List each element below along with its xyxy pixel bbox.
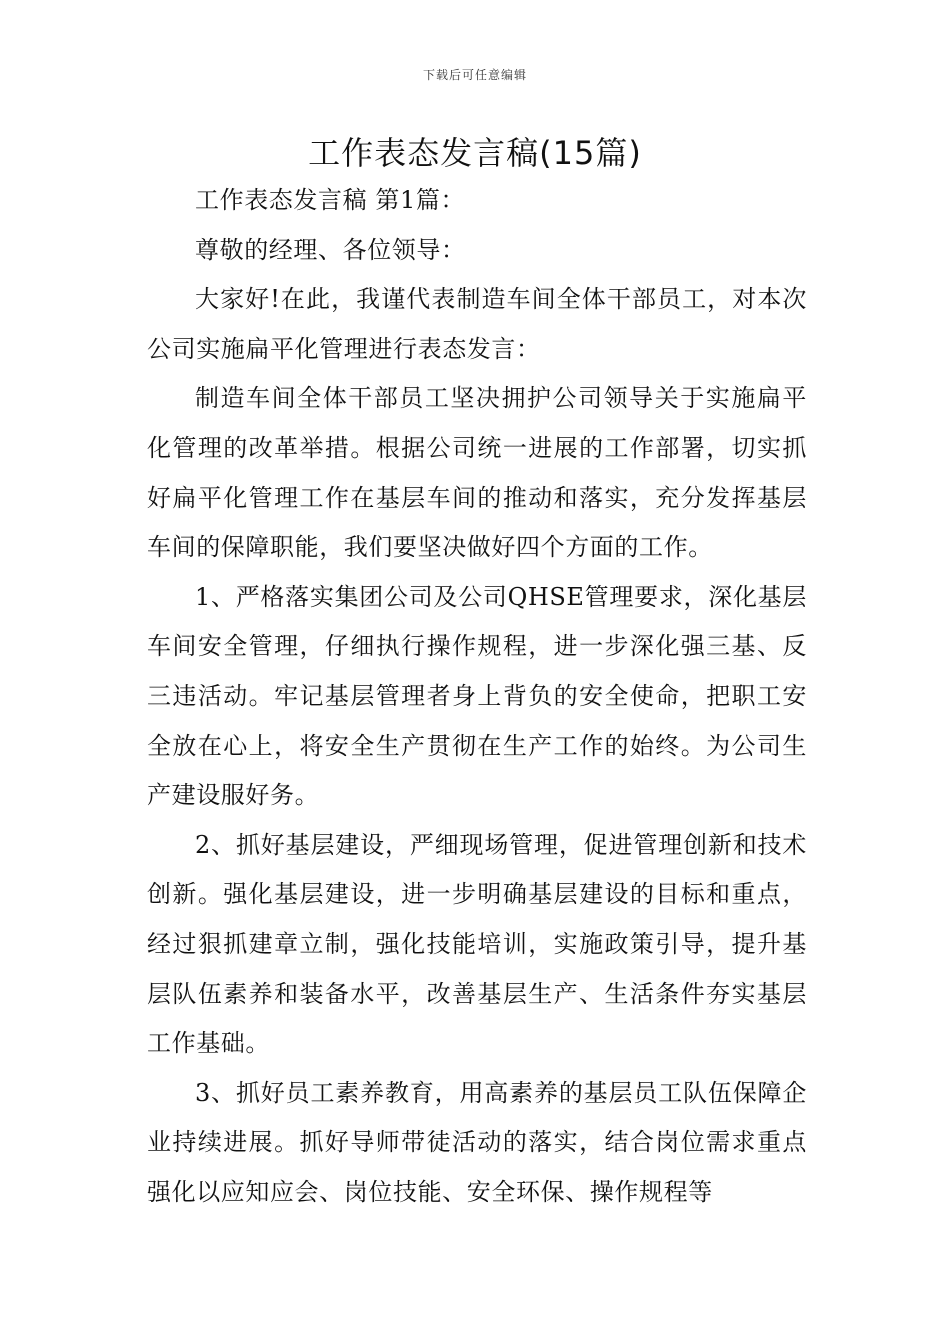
section-heading: 工作表态发言稿 第1篇： [195, 186, 466, 214]
header-note: 下载后可任意编辑 [422, 68, 527, 82]
body-paragraph: 2、抓好基层建设，严细现场管理，促进管理创新和技术创新。强化基层建设，进一步明确基层建设的目标和重点，经过狠抓建章立制，强化技能培训，实施政策引导，提升基层队伍素养和装备水平，改善基层生产、生活条件夯实基层工作基础。 [147, 830, 807, 1058]
document-title: 工作表态发言稿(15篇) [308, 134, 642, 172]
body-paragraph: 3、抓好员工素养教育，用高素养的基层员工队伍保障企业持续进展。抓好导师带徒活动的落实，结合岗位需求重点强化以应知应会、岗位技能、安全环保、操作规程等 [147, 1078, 807, 1206]
body-paragraph: 制造车间全体干部员工坚决拥护公司领导关于实施扁平化管理的改革举措。根据公司统一进展的工作部署，切实抓好扁平化管理工作在基层车间的推动和落实，充分发挥基层车间的保障职能，我们要坚决做好四个方面的工作。 [147, 384, 807, 562]
body-paragraph: 大家好!在此，我谨代表制造车间全体干部员工，对本次公司实施扁平化管理进行表态发言： [147, 285, 807, 363]
body-paragraph: 1、严格落实集团公司及公司QHSE管理要求，深化基层车间安全管理，仔细执行操作规程，进一步深化强三基、反三违活动。牢记基层管理者身上背负的安全使命，把职工安全放在心上，将安全生产贯彻在生产工作的始终。为公司生产建设服好务。 [147, 582, 807, 810]
document-body [147, 176, 807, 1217]
salutation: 尊敬的经理、各位领导： [195, 235, 466, 264]
